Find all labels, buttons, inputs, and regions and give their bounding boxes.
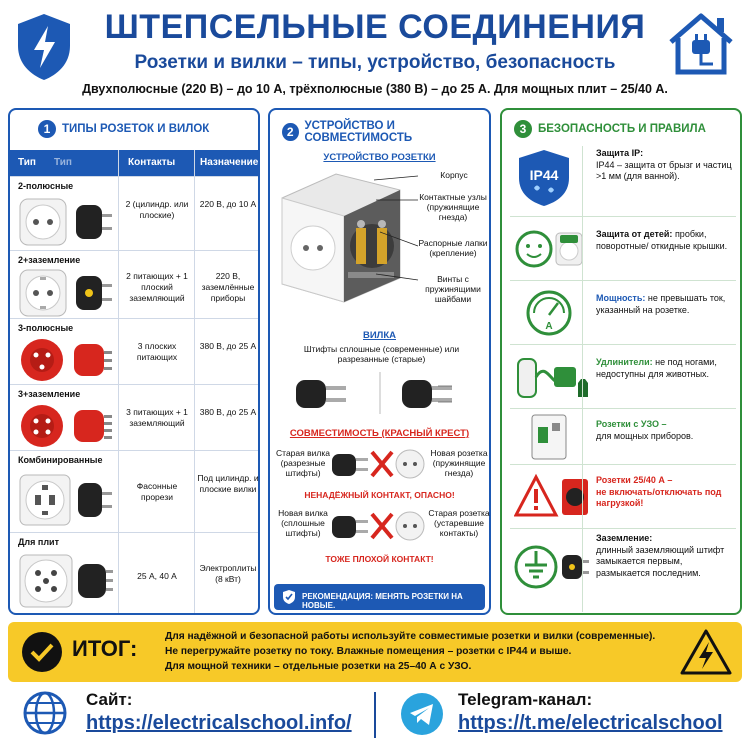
- label-screws: Винты с пружинящими шайбами: [425, 274, 481, 304]
- table-row: [10, 250, 258, 318]
- table-row: [10, 532, 258, 613]
- meter-letter: A: [545, 321, 553, 332]
- stove-socket-plug-icon: [18, 553, 114, 609]
- row-purpose: 380 В, до 25 А: [199, 341, 257, 351]
- summary-banner: [8, 622, 742, 682]
- list-item: [510, 464, 736, 528]
- extension-cord-icon: [514, 353, 590, 401]
- row-contacts: 3 плоских питающих: [136, 341, 178, 362]
- table-row: [10, 384, 258, 450]
- plug-description: Штифты сплошные (современные) или разрезанные (старые): [303, 344, 460, 364]
- panel-device: [268, 108, 491, 615]
- row-purpose: Под цилиндр. и плоские вилки: [197, 473, 259, 494]
- safety-item-text: Защита IP: IP44 – защита от брызг и частиц >1 мм (для ванной).: [596, 148, 732, 181]
- row-contacts: Фасонные прорези: [136, 481, 178, 502]
- plug-pins-icon: [290, 372, 470, 414]
- check-circle-icon: [20, 630, 64, 674]
- page-title: ШТЕПСЕЛЬНЫЕ СОЕДИНЕНИЯ: [104, 8, 646, 46]
- safety-item-text: Заземление: длинный заземляющий штифт замыкается первым, размыкается последним.: [596, 533, 725, 578]
- row-type-name: Комбинированные: [18, 455, 103, 465]
- site-link[interactable]: https://electricalschool.info/: [86, 712, 352, 734]
- ground-symbol-icon: [514, 539, 590, 595]
- globe-icon: [22, 690, 68, 736]
- row-contacts: 25 А, 40 А: [137, 571, 177, 581]
- row-type-name: 3+заземление: [18, 389, 81, 399]
- row-contacts: 3 питающих + 1 заземляющий: [126, 407, 188, 428]
- panel-number-badge: 2: [282, 123, 299, 141]
- new-plug-label: Новая вилка (сплошные штифты): [278, 508, 328, 538]
- list-item: [510, 408, 736, 464]
- header-summary-line: Двухполюсные (220 В) – до 10 А, трёхполюсные (380 В) – до 25 А. Для мощных плит – 25/40 А.: [82, 82, 668, 96]
- incompatible-pair-icon: [330, 504, 426, 548]
- label-housing: Корпус: [440, 170, 468, 180]
- panel-safety-title: БЕЗОПАСНОСТЬ И ПРАВИЛА: [538, 123, 706, 135]
- panel-types-header: [10, 120, 258, 138]
- compat-section-title: СОВМЕСТИМОСТЬ (КРАСНЫЙ КРЕСТ): [289, 428, 470, 439]
- shield-lightning-icon: [15, 12, 73, 82]
- row-type-name: 2+заземление: [18, 255, 81, 265]
- safety-item-text: Розетки 25/40 А – не включать/отключать под нагрузкой!: [596, 475, 722, 508]
- row-purpose: Электроплиты (8 кВт): [199, 563, 257, 584]
- safety-item-text: Розетки с УЗО – для мощных приборов.: [596, 419, 694, 441]
- row-type-name: Для плит: [18, 537, 59, 547]
- telegram-link[interactable]: https://t.me/electricalschool: [458, 712, 723, 734]
- old-plug-label: Старая вилка (разрезные штифты): [276, 448, 330, 478]
- warning-high-current-icon: [514, 473, 590, 521]
- panel-number-badge: 1: [38, 120, 56, 138]
- ip44-shield-icon: [516, 148, 572, 208]
- table-header: [10, 150, 258, 176]
- rcd-breaker-icon: [524, 413, 574, 461]
- safety-item-text: Мощность: не превышать ток, указанный на розетке.: [596, 293, 726, 315]
- warning-bad-contact: ТОЖЕ ПЛОХОЙ КОНТАКТ!: [325, 554, 434, 564]
- panel-device-header: [270, 120, 489, 144]
- list-item: [510, 216, 736, 280]
- list-item: [510, 344, 736, 408]
- house-plug-icon: [665, 10, 737, 78]
- three-pole-red-socket-plug-icon: [18, 337, 114, 383]
- list-item: [510, 142, 736, 216]
- high-voltage-warning-icon: [680, 628, 732, 676]
- row-type-name: 2-полюсные: [18, 181, 74, 191]
- panel-safety-header: [502, 120, 740, 138]
- row-type-name: 3-полюсные: [18, 323, 74, 333]
- table-row: [10, 176, 258, 250]
- summary-title: ИТОГ:: [72, 636, 138, 661]
- safety-item-text: Защита от детей: пробки, поворотные/ откидные крышки.: [596, 229, 728, 251]
- leader-lines: [370, 170, 420, 290]
- safety-item-text: Удлинители: не под ногами, недоступны для животных.: [596, 357, 717, 379]
- panel-device-title: УСТРОЙСТВО И СОВМЕСТИМОСТЬ: [304, 120, 413, 144]
- row-purpose: 220 В, до 10 А: [199, 199, 257, 209]
- recommendation-banner: [274, 584, 485, 610]
- shield-check-icon: [282, 589, 296, 605]
- site-label: Сайт:: [86, 690, 133, 709]
- col-header-type-ghost: Тип: [54, 157, 72, 168]
- summary-text: Для надёжной и безопасной работы используйте совместимые розетки и вилки (современные). Не перегружайте розетку по току. Влажные помещения – розетки с IP44 и выше. Для мощной техники – отдельные розетки на 25–40 А с УЗО.: [165, 631, 656, 672]
- row-purpose: 220 В, заземлённые приборы: [201, 271, 255, 303]
- grounded-socket-plug-icon: [18, 269, 114, 317]
- panel-types-title: ТИПЫ РОЗЕТОК И ВИЛОК: [62, 123, 210, 135]
- footer-divider: [374, 692, 376, 738]
- ip44-badge-text: IP44: [529, 167, 559, 183]
- list-item: [510, 280, 736, 344]
- row-contacts: 2 (цилиндр. или плоские): [125, 199, 189, 220]
- panel-number-badge: 3: [514, 120, 532, 138]
- telegram-icon: [400, 692, 444, 736]
- recommendation-text: РЕКОМЕНДАЦИЯ: МЕНЯТЬ РОЗЕТКИ НА НОВЫЕ.: [302, 592, 463, 610]
- device-section-title: УСТРОЙСТВО РОЗЕТКИ: [323, 152, 436, 163]
- table-row: [10, 450, 258, 532]
- label-spacers: Распорные лапки (крепление): [418, 238, 488, 258]
- incompatible-pair-icon: [330, 442, 426, 486]
- old-socket-label: Старая розетка (устаревшие контакты): [428, 508, 490, 538]
- panel-types: [8, 108, 260, 615]
- three-pole-ground-red-socket-plug-icon: [18, 403, 114, 449]
- ammeter-icon: [524, 289, 574, 337]
- page-subtitle: Розетки и вилки – типы, устройство, безопасность: [134, 52, 616, 73]
- col-header-contacts: Контакты: [128, 157, 176, 168]
- plug-section-title: ВИЛКА: [362, 330, 396, 341]
- panel-safety: [500, 108, 742, 615]
- row-contacts: 2 питающих + 1 плоский заземляющий: [126, 271, 188, 303]
- new-socket-label: Новая розетка (пружинящие гнезда): [430, 448, 488, 478]
- row-purpose: 380 В, до 25 А: [199, 407, 257, 417]
- two-pole-socket-plug-icon: [18, 197, 114, 247]
- list-item: [510, 528, 736, 610]
- col-header-type: Тип: [18, 157, 36, 168]
- child-protection-icon: [514, 223, 584, 275]
- label-contacts: Контактные узлы (пружинящие гнезда): [419, 192, 487, 222]
- combined-socket-plug-icon: [18, 473, 114, 527]
- telegram-label: Telegram-канал:: [458, 690, 593, 709]
- col-header-purpose: Назначение: [200, 157, 259, 168]
- table-row: [10, 318, 258, 384]
- warning-unreliable: НЕНАДЁЖНЫЙ КОНТАКТ, ОПАСНО!: [304, 490, 455, 500]
